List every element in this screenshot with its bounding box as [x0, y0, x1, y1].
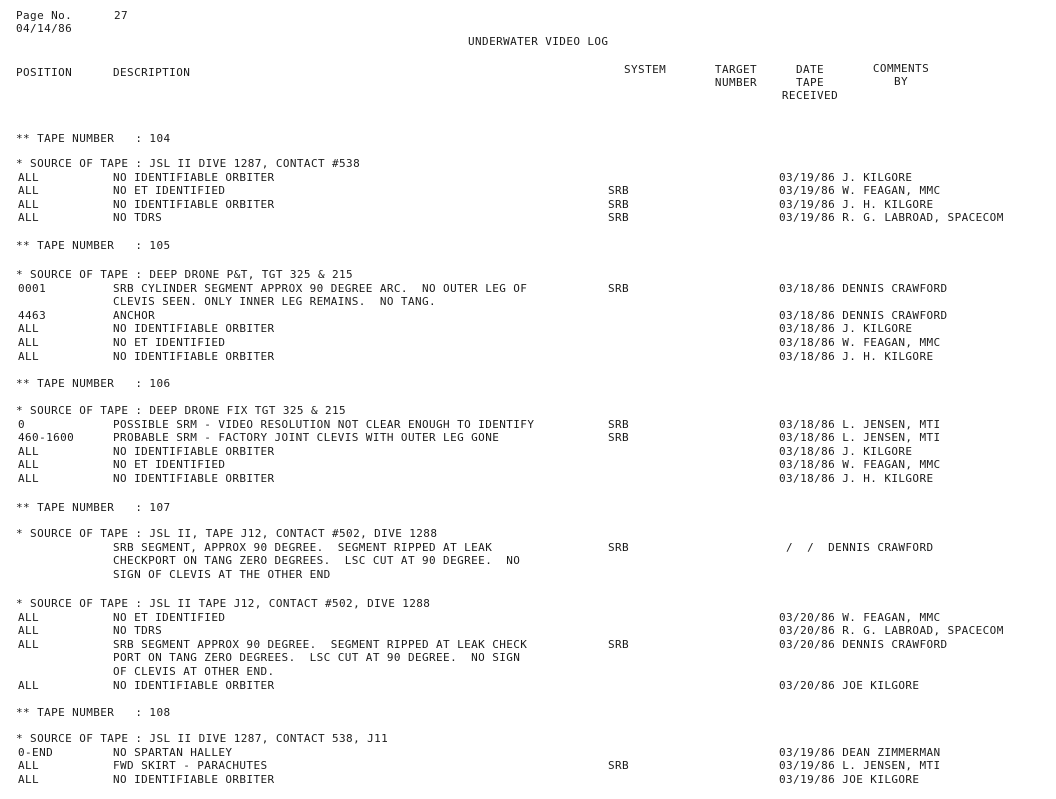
entry-comment-by: J. H. KILGORE	[835, 198, 934, 211]
entry-description-line: SRB CYLINDER SEGMENT APPROX 90 DEGREE ARC. NO OUTER LEG OF	[113, 282, 528, 295]
entry-position: ALL	[18, 679, 40, 692]
entry-position: 0-END	[18, 746, 54, 759]
column-header-system: SYSTEM	[624, 63, 667, 76]
entry-position: ALL	[18, 624, 40, 637]
entry-received-comment	[779, 282, 948, 295]
page-number: 27	[114, 9, 129, 22]
entry-description-line: ANCHOR	[113, 309, 156, 322]
entry-position: ALL	[18, 445, 40, 458]
entry-description-line: FWD SKIRT - PARACHUTES	[113, 759, 268, 772]
entry-position: 0	[18, 418, 26, 431]
entry-date-received: 03/19/86	[779, 184, 836, 197]
column-header-date: DATE TAPE RECEIVED	[781, 63, 839, 102]
entry-description-line: NO ET IDENTIFIED	[113, 458, 226, 471]
entry-description-line: PORT ON TANG ZERO DEGREES. LSC CUT AT 90 DEGREE. NO SIGN	[113, 651, 521, 664]
tape-source-line: * SOURCE OF TAPE : JSL II DIVE 1287, CONTACT #538	[16, 157, 361, 170]
entry-received-comment	[779, 322, 912, 335]
entry-received-comment	[779, 336, 941, 349]
entry-comment-by: J. KILGORE	[835, 171, 913, 184]
tape-number-line: ** TAPE NUMBER : 106	[16, 377, 171, 390]
entry-system: SRB	[608, 184, 630, 197]
entry-received-comment	[779, 350, 934, 363]
tape-number-line: ** TAPE NUMBER : 105	[16, 239, 171, 252]
tape-source-line: * SOURCE OF TAPE : JSL II TAPE J12, CONTACT #502, DIVE 1288	[16, 597, 431, 610]
entry-date-received: / /	[779, 541, 822, 554]
entry-date-received: 03/20/86	[779, 638, 836, 651]
entry-received-comment	[779, 624, 1004, 637]
tape-number-line: ** TAPE NUMBER : 104	[16, 132, 171, 145]
entry-date-received: 03/18/86	[779, 445, 836, 458]
entry-date-received: 03/18/86	[779, 336, 836, 349]
entry-comment-by: DENNIS CRAWFORD	[835, 282, 948, 295]
entry-comment-by: DENNIS CRAWFORD	[835, 309, 948, 322]
entry-description-line: NO IDENTIFIABLE ORBITER	[113, 773, 275, 786]
tape-number-line: ** TAPE NUMBER : 107	[16, 501, 171, 514]
entry-description-line: NO TDRS	[113, 211, 163, 224]
entry-system: SRB	[608, 418, 630, 431]
entry-description-line: NO IDENTIFIABLE ORBITER	[113, 445, 275, 458]
entry-description-line: NO IDENTIFIABLE ORBITER	[113, 198, 275, 211]
report-date: 04/14/86	[16, 22, 73, 35]
entry-comment-by: W. FEAGAN, MMC	[835, 336, 941, 349]
entry-date-received: 03/19/86	[779, 211, 836, 224]
entry-date-received: 03/20/86	[779, 679, 836, 692]
tape-source-line: * SOURCE OF TAPE : JSL II DIVE 1287, CONTACT 538, J11	[16, 732, 389, 745]
entry-comment-by: J. H. KILGORE	[835, 472, 934, 485]
entry-description-line: SRB SEGMENT, APPROX 90 DEGREE. SEGMENT RIPPED AT LEAK	[113, 541, 493, 554]
entry-comment-by: W. FEAGAN, MMC	[835, 611, 941, 624]
entry-received-comment	[779, 472, 934, 485]
entry-description-line: NO IDENTIFIABLE ORBITER	[113, 171, 275, 184]
entry-position: 0001	[18, 282, 47, 295]
entry-position: ALL	[18, 322, 40, 335]
entry-comment-by: R. G. LABROAD, SPACECOM	[835, 624, 1004, 637]
entry-date-received: 03/18/86	[779, 458, 836, 471]
entry-received-comment	[779, 611, 941, 624]
entry-date-received: 03/18/86	[779, 282, 836, 295]
entry-comment-by: W. FEAGAN, MMC	[835, 184, 941, 197]
column-header-position: POSITION	[16, 66, 73, 79]
entry-date-received: 03/18/86	[779, 350, 836, 363]
entry-description-line: NO IDENTIFIABLE ORBITER	[113, 472, 275, 485]
entry-description-line: NO TDRS	[113, 624, 163, 637]
entry-comment-by: DEAN ZIMMERMAN	[835, 746, 941, 759]
entry-date-received: 03/18/86	[779, 431, 836, 444]
tape-source-line: * SOURCE OF TAPE : JSL II, TAPE J12, CONTACT #502, DIVE 1288	[16, 527, 438, 540]
entry-date-received: 03/19/86	[779, 759, 836, 772]
entry-received-comment	[779, 541, 934, 554]
entry-description-line: SRB SEGMENT APPROX 90 DEGREE. SEGMENT RIPPED AT LEAK CHECK	[113, 638, 528, 651]
entry-comment-by: J. H. KILGORE	[835, 350, 934, 363]
entry-description-line: CHECKPORT ON TANG ZERO DEGREES. LSC CUT AT 90 DEGREE. NO	[113, 554, 521, 567]
entry-description-line: NO ET IDENTIFIED	[113, 336, 226, 349]
entry-description-line: NO SPARTAN HALLEY	[113, 746, 233, 759]
entry-position: ALL	[18, 773, 40, 786]
entry-description-line: NO IDENTIFIABLE ORBITER	[113, 322, 275, 335]
entry-comment-by: J. KILGORE	[835, 322, 913, 335]
entry-position: ALL	[18, 184, 40, 197]
entry-received-comment	[779, 431, 941, 444]
entry-received-comment	[779, 184, 941, 197]
entry-description-line: SIGN OF CLEVIS AT THE OTHER END	[113, 568, 331, 581]
entry-description-line: OF CLEVIS AT OTHER END.	[113, 665, 275, 678]
entry-position: ALL	[18, 472, 40, 485]
entry-description-line: POSSIBLE SRM - VIDEO RESOLUTION NOT CLEAR ENOUGH TO IDENTIFY	[113, 418, 535, 431]
entry-description-line: NO IDENTIFIABLE ORBITER	[113, 350, 275, 363]
entry-system: SRB	[608, 211, 630, 224]
entry-position: ALL	[18, 759, 40, 772]
entry-system: SRB	[608, 431, 630, 444]
entry-received-comment	[779, 211, 1004, 224]
entry-received-comment	[779, 418, 941, 431]
tape-source-line: * SOURCE OF TAPE : DEEP DRONE FIX TGT 325 & 215	[16, 404, 347, 417]
tape-source-line: * SOURCE OF TAPE : DEEP DRONE P&T, TGT 325 & 215	[16, 268, 354, 281]
column-header-target: TARGET NUMBER	[714, 63, 758, 89]
entry-position: ALL	[18, 171, 40, 184]
column-header-description: DESCRIPTION	[113, 66, 191, 79]
entry-date-received: 03/19/86	[779, 746, 836, 759]
entry-comment-by: L. JENSEN, MTI	[835, 431, 941, 444]
entry-system: SRB	[608, 198, 630, 211]
entry-date-received: 03/20/86	[779, 624, 836, 637]
entry-position: ALL	[18, 638, 40, 651]
tape-number-line: ** TAPE NUMBER : 108	[16, 706, 171, 719]
entry-received-comment	[779, 171, 912, 184]
entry-date-received: 03/18/86	[779, 418, 836, 431]
page-number-label: Page No.	[16, 9, 73, 22]
entry-comment-by: DENNIS CRAWFORD	[835, 638, 948, 651]
entry-system: SRB	[608, 638, 630, 651]
entry-position: ALL	[18, 350, 40, 363]
entry-date-received: 03/20/86	[779, 611, 836, 624]
entry-date-received: 03/19/86	[779, 198, 836, 211]
entry-received-comment	[779, 679, 919, 692]
entry-position: ALL	[18, 611, 40, 624]
entry-received-comment	[779, 773, 919, 786]
entry-description-line: NO ET IDENTIFIED	[113, 184, 226, 197]
page-title: UNDERWATER VIDEO LOG	[468, 35, 609, 48]
entry-date-received: 03/18/86	[779, 309, 836, 322]
entry-received-comment	[779, 309, 948, 322]
entry-comment-by: DENNIS CRAWFORD	[821, 541, 934, 554]
entry-comment-by: R. G. LABROAD, SPACECOM	[835, 211, 1004, 224]
entry-comment-by: J. KILGORE	[835, 445, 913, 458]
entry-date-received: 03/18/86	[779, 472, 836, 485]
entry-position: ALL	[18, 198, 40, 211]
entry-received-comment	[779, 638, 948, 651]
entry-comment-by: W. FEAGAN, MMC	[835, 458, 941, 471]
entry-received-comment	[779, 759, 941, 772]
entry-system: SRB	[608, 282, 630, 295]
entry-received-comment	[779, 198, 934, 211]
entry-position: 460-1600	[18, 431, 75, 444]
entry-comment-by: L. JENSEN, MTI	[835, 418, 941, 431]
entry-position: ALL	[18, 458, 40, 471]
entry-position: 4463	[18, 309, 47, 322]
entry-date-received: 03/19/86	[779, 773, 836, 786]
entry-system: SRB	[608, 541, 630, 554]
column-header-comments: COMMENTS BY	[872, 62, 930, 88]
entry-position: ALL	[18, 336, 40, 349]
entry-comment-by: L. JENSEN, MTI	[835, 759, 941, 772]
entry-position: ALL	[18, 211, 40, 224]
entry-date-received: 03/19/86	[779, 171, 836, 184]
entry-system: SRB	[608, 759, 630, 772]
entry-comment-by: JOE KILGORE	[835, 773, 920, 786]
entry-received-comment	[779, 458, 941, 471]
entry-description-line: PROBABLE SRM - FACTORY JOINT CLEVIS WITH OUTER LEG GONE	[113, 431, 500, 444]
entry-comment-by: JOE KILGORE	[835, 679, 920, 692]
entry-received-comment	[779, 445, 912, 458]
entry-description-line: NO IDENTIFIABLE ORBITER	[113, 679, 275, 692]
entry-description-line: CLEVIS SEEN. ONLY INNER LEG REMAINS. NO TANG.	[113, 295, 437, 308]
entry-date-received: 03/18/86	[779, 322, 836, 335]
entry-description-line: NO ET IDENTIFIED	[113, 611, 226, 624]
entry-received-comment	[779, 746, 941, 759]
